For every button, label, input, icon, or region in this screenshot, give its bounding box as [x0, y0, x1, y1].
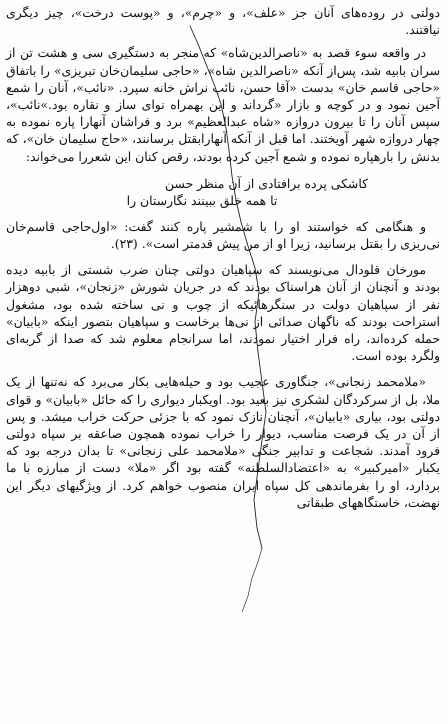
paragraph-mulla-mohammad: «ملامحمد زنجانی»، جنگاوری عجیب بود و حیله‌هایی بکار می‌برد که نه‌تنها از یک ملا، بل از سرکردگان لشکری نیز بعید بود. اویکبار دیواری را که حائل «بابیان» و قوای دولتی بود، بیاری «بابیان»، آنچنان نازک نمود که با جزئی حرکت خراب میشد. و پس از آن در یک فرصت مناسب، دیوار را خراب نموده همچون صاعقه بر سپاه دولتی فرود آمدند. شجاعت و تدابیر جنگی «ملامحمد علی زنجانی» تا بدان درجه بود که یکبار «امیرکبیر» به «اعتضادالسلطنه» گفته بود اگر «ملا» دست از مبارزه با ما بردارد، او را بفرماندهی کل سپاه ایران منصوب خواهم کرد. از ویژگیهای دیگر این نهضت، خاستگاههای طبقاتی	[6, 374, 440, 510]
paragraph-execution: و هنگامی که خواستند او را با شمشیر پاره کنند گفت: «اول‌حاجی قاسم‌خان نی‌ریزی را بقتل برسانید، زیرا او از من پیش قدمتر است». (۲۳).	[6, 218, 440, 252]
paragraph-assassination-attempt: در واقعه سوء قصد به «ناصرالدین‌شاه» که منجر به دستگیری سی و هشت تن از سران بابیه شد، پس‌از آنکه «ناصرالدین شاه»، «حاجی سلیمان‌خان تبریزی» را باتفاق «حاجی قاسم خان» بدست «آقا حسن، نائب نراش خانه سپرد. «نائب»، آنان را شمع آجین نمود و در کوچه و بازار «گرداند و این بهمراه نوای ساز و نقاره بود.»نائب»، سپس آنان را تا بیرون دروازه «شاه عبدالعظیم» برد و فراشان آنهارا پاره نموده به چهار دروازه شهر آویختند. اما قبل از آنکه آنهارابقتل برسانند، «حاج سلیمان خان»، که بدنش را بارهپاره نموده و شمع آجین کرده بودند، رقص کنان این شعررا می‌خواند:	[6, 45, 440, 164]
poem-hemistich-2: تا همه خلق ببینند نگارستان را	[126, 192, 278, 208]
paragraph-zanjan-revolt: مورخان قلودال می‌نویسند که سپاهیان دولتی چنان ضرب شستی از بابیه دیده بودند و آنچنان از آنان هراسناک بودند که در جریان شورش «زنجان»، شبی دوهزار نفر از سپاهیان دولت در سنگرهائیکه از چوب و نی ساخته شده بود، مشغول استراحت بودند که ناگهان صدائی از نی‌ها برخاست و سپاهیان بتصور اینکه «بابیان» حمله کرده‌اند، راه فرار اختیار نمودند، اما سرانجام معلوم شد که صدا از گربه‌ای ولگرد بوده است.	[6, 262, 440, 364]
poem-verse	[6, 175, 440, 209]
text-column	[6, 4, 440, 511]
poem-hemistich-1: کاشکی پرده برافتادی از آن منظر حسن	[164, 175, 368, 191]
paragraph-intro: دولتی در روده‌های آنان جز «علف»، و «چرم»، و «پوست درخت»، چیز دیگری نیافتند.	[6, 5, 440, 38]
